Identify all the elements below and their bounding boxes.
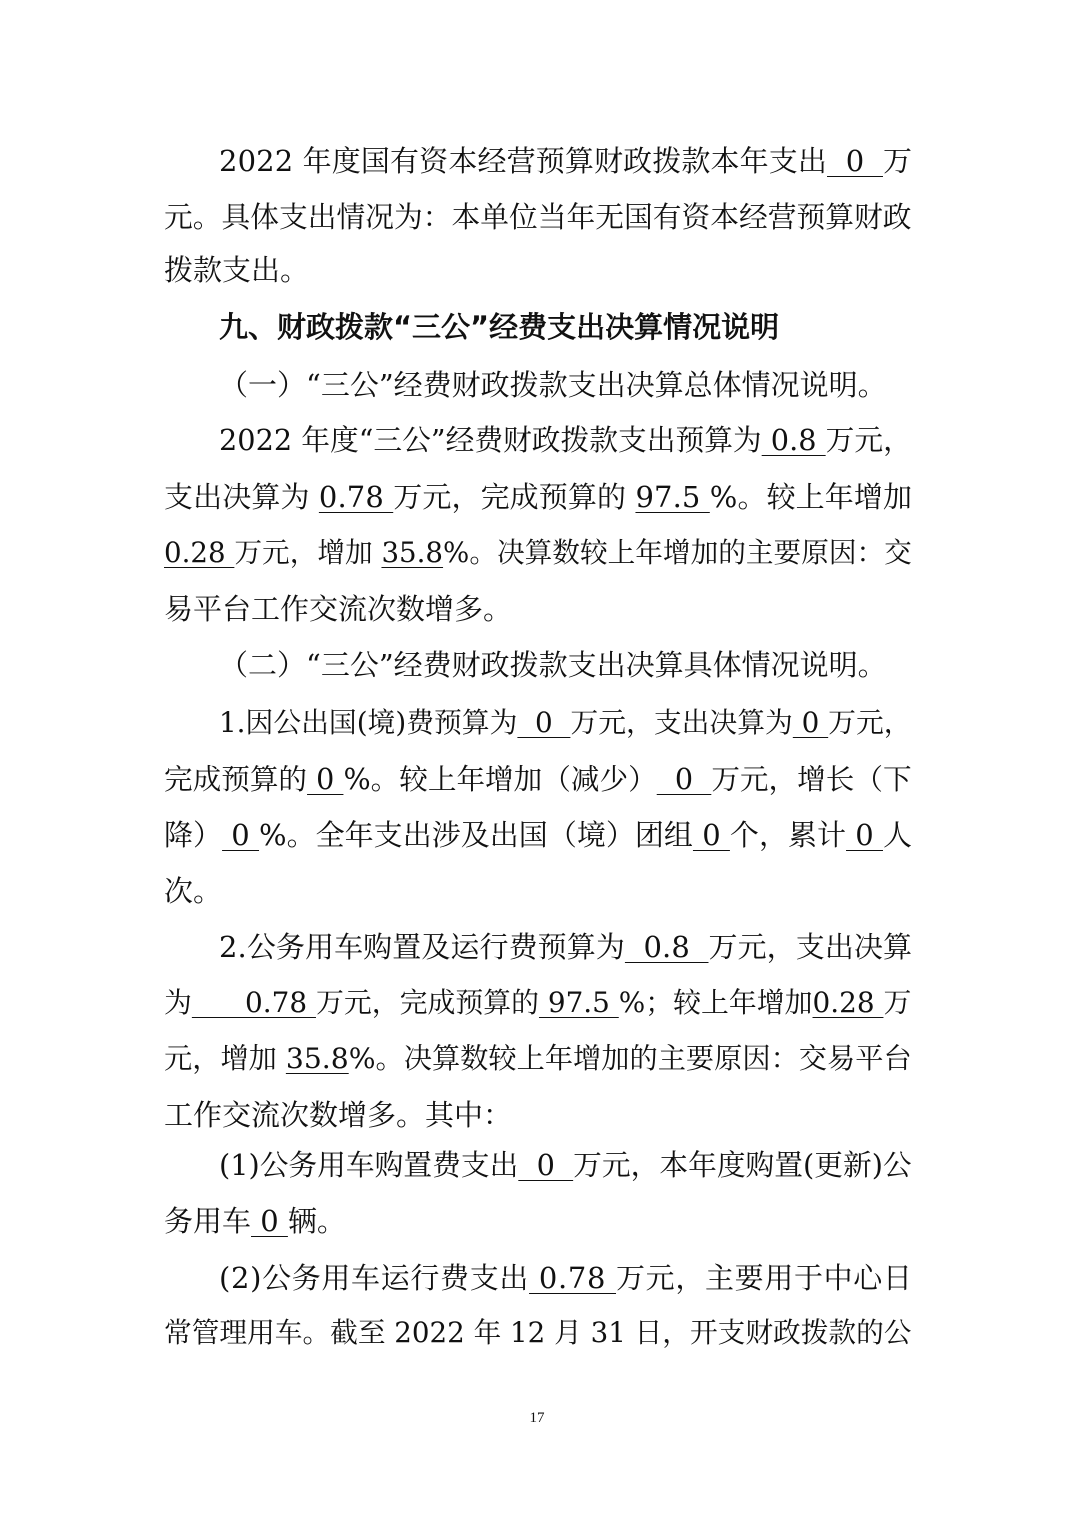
text-segment: 务用车 — [164, 1204, 252, 1238]
text-line — [219, 1253, 913, 1303]
text-segment: 万元，支出决算为 — [570, 706, 793, 739]
text-segment: %。决算数较上年增加的主要原因：交 — [443, 536, 912, 569]
text-line — [219, 922, 912, 972]
underlined-value: 0.78 — [318, 480, 394, 514]
text-segment: %。全年支出涉及出国（境）团组 — [259, 818, 693, 852]
text-segment: 万 — [883, 986, 912, 1019]
text-segment: %。较上年增加（减少） — [343, 762, 657, 796]
text-segment: 1.因公出国(境)费预算为 — [219, 706, 518, 739]
text-segment: 元。具体支出情况为：本单位当年无国有资本经营预算财政 — [164, 200, 912, 234]
underlined-value: 0 — [307, 762, 344, 796]
text-segment: 万 — [882, 144, 913, 178]
text-line — [164, 584, 512, 634]
text-segment: (2)公务用车运行费支出 — [219, 1261, 530, 1295]
text-line — [219, 1140, 912, 1190]
underlined-value: 0 — [692, 818, 730, 852]
underlined-value: 0 — [656, 762, 712, 796]
text-segment: 2022 年度“三公”经费财政拨款支出预算为 — [219, 423, 762, 457]
text-line — [164, 1196, 346, 1246]
text-line — [164, 1034, 912, 1084]
underlined-value: 0.8 — [761, 423, 826, 457]
text-line — [164, 528, 912, 578]
text-segment: 元，增加 — [164, 1042, 286, 1075]
text-line — [164, 245, 309, 295]
text-line — [219, 136, 912, 186]
underlined-value: 0 — [222, 818, 260, 852]
underlined-value: 97.5 — [635, 480, 710, 514]
text-line — [164, 810, 912, 860]
text-line — [164, 472, 912, 522]
underlined-value: 0.28 — [812, 986, 884, 1019]
text-segment: （一）“三公”经费财政拨款支出决算总体情况说明。 — [219, 368, 887, 402]
text-segment: 万元，完成预算的 — [393, 480, 636, 514]
underlined-value: 0 — [518, 1148, 574, 1182]
text-segment: 个，累计 — [729, 818, 847, 852]
text-segment: （二）“三公”经费财政拨款支出决算具体情况说明。 — [219, 648, 887, 682]
text-segment: 万元， — [825, 423, 912, 457]
text-segment: 完成预算的 — [164, 762, 308, 796]
underlined-value: 0 — [827, 144, 883, 178]
text-segment: %。较上年增加 — [709, 480, 913, 514]
page-number: 17 — [529, 1410, 545, 1426]
text-segment: 支出决算为 — [164, 480, 319, 514]
text-segment: 2022 年度国有资本经营预算财政拨款本年支出 — [219, 144, 827, 178]
text-segment: 人 — [883, 818, 913, 852]
text-segment: 常管理用车。截至 2022 年 12 月 31 日，开支财政拨款的公 — [164, 1316, 912, 1349]
text-segment: 万元，增加 — [234, 536, 382, 569]
underlined-value: 97.5 — [538, 986, 619, 1019]
text-segment: 工作交流次数增多。其中： — [164, 1098, 513, 1132]
text-segment: 万元， — [828, 706, 912, 739]
subsection-heading — [219, 360, 887, 410]
text-line — [219, 415, 912, 465]
text-line — [164, 1090, 512, 1140]
subsection-heading — [219, 640, 887, 690]
text-segment: 易平台工作交流次数增多。 — [164, 592, 513, 626]
text-line — [219, 698, 912, 748]
underlined-value: 35.8 — [381, 536, 444, 569]
text-segment: 万元，完成预算的 — [315, 986, 539, 1019]
text-segment: 辆。 — [287, 1204, 346, 1238]
underlined-value: 0 — [792, 706, 829, 739]
text-line — [164, 754, 912, 804]
text-segment: 万元，增长（下 — [711, 762, 912, 796]
underlined-value: 0.8 — [624, 930, 709, 964]
text-segment: 2.公务用车购置及运行费预算为 — [219, 930, 625, 964]
text-segment: 降） — [164, 818, 223, 852]
underlined-value: 0.28 — [164, 536, 235, 569]
underlined-value: 35.8 — [285, 1042, 349, 1075]
text-segment: 九、财政拨款“三公”经费支出决算情况说明 — [219, 310, 780, 344]
underlined-value: 0 — [846, 818, 883, 852]
text-segment: 次。 — [164, 874, 223, 908]
underlined-value: 0 — [517, 706, 571, 739]
text-line — [164, 1308, 911, 1358]
underlined-value: 0.78 — [529, 1261, 617, 1295]
underlined-value: 0.78 — [191, 986, 316, 1019]
text-segment: 万元，支出决算 — [708, 930, 913, 964]
text-segment: 拨款支出。 — [164, 253, 310, 287]
text-segment: %。决算数较上年增加的主要原因：交易平台 — [348, 1042, 912, 1075]
text-line — [164, 192, 912, 242]
text-segment: (1)公务用车购置费支出 — [219, 1148, 519, 1182]
section-heading — [219, 302, 779, 352]
text-segment: 为 — [164, 986, 192, 1019]
text-segment: 万元，本年度购置(更新)公 — [573, 1148, 912, 1182]
text-line — [164, 866, 222, 916]
text-segment: 万元，主要用于中心日 — [616, 1261, 913, 1295]
text-segment: %；较上年增加 — [618, 986, 813, 1019]
underlined-value: 0 — [251, 1204, 288, 1238]
text-line — [164, 978, 911, 1028]
